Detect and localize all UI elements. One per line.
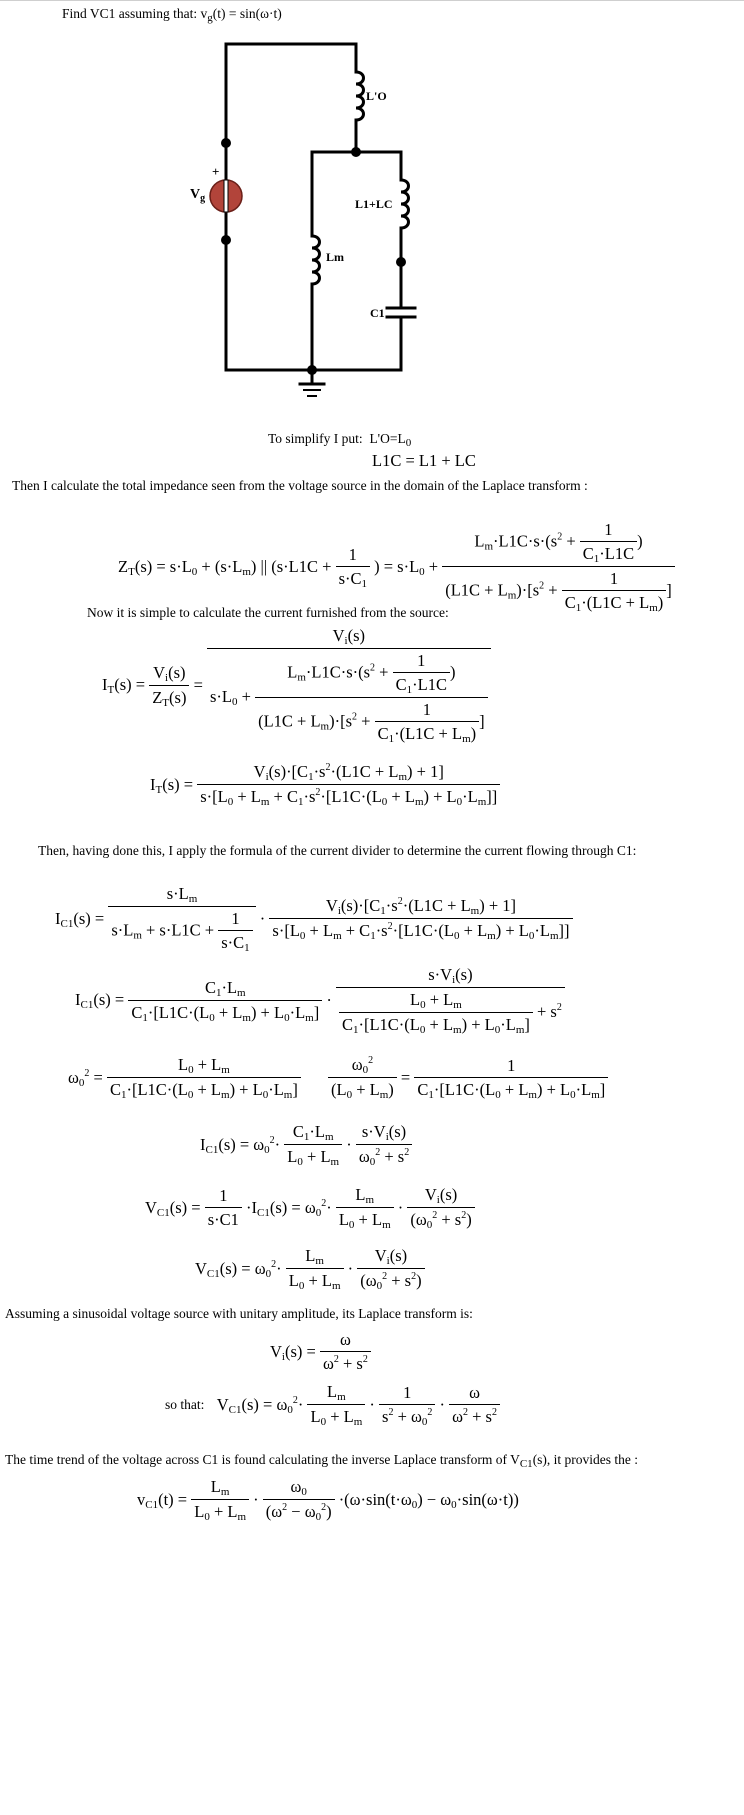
equation-ic1-1: $I_{C1}(s)$ = $s\cdot L_m$ $s\cdot L_m + s\cdot L1C$ + $\frac{1}{s\cdot C_1}$ · $\frac{V_i(s)\cdot[C_1\cdot s^2\cdot(L1C + L_m) + 1]}{s\cdot[L_0 + L_m + C_1\cdot s^2\cdot[L1C\cdot(L_0 + L_m) + L_0\cdot L_m]]}$ [55, 884, 573, 954]
paragraph-divider: Then, having done this, I apply the formula of the current divider to determine the current flowing through C1: [38, 843, 637, 858]
inductor-lm [312, 236, 320, 284]
circuit-diagram [150, 36, 470, 416]
equation-omega-def: $\omega_0^2$ = $\frac{L_0 + L_m}{C_1\cdot[L1C\cdot(L_0 + L_m) + L_0\cdot L_m]}$ [68, 1055, 301, 1101]
equation-impedance: $Z_T(s) = s\cdot L_0 + (s\cdot L_m)$ || (s·L1C + $\frac{1}{s\cdot C_1}$ ) = $s\cdot L_0$ + $L_m\cdot L1C\cdot s\cdot(s^2$ + $\frac{1}{C_1\cdot L1C}$ ) $(L1C + L_m)\cdot[s^2$ + $\frac{1}{C_1\cdot(L1C + L_m)}$ ] [118, 520, 675, 614]
label-l1lc: L1+LC [355, 197, 393, 211]
node-l1-c1 [396, 257, 406, 267]
intro-text: Find VC1 assuming that: [62, 6, 198, 21]
equation-vc1-1: $V_{C1}(s)$ = $\frac{1}{s\cdot C1}$ $\cdot I_{C1}(s) = \omega_0^2\cdot$ $\frac{L_m}{L_0 + L_m}$ · $\frac{V_i(s)}{(\omega_0^2 + s^2)}$ [145, 1185, 475, 1231]
top-border [0, 0, 744, 1]
simplify-line: To simplify I put: $L'O=L_0$ [268, 431, 412, 449]
equation-ic1-2: $I_{C1}(s)$ = $\frac{C_1\cdot L_m}{C_1\cdot[L1C\cdot(L_0 + L_m) + L_0\cdot L_m]}$ · $s\cdot V_i(s)$ $\frac{L_0 + L_m}{C_1\cdot[L1C\cdot(L_0 + L_m) + L_0\cdot L_m]}$ + $s^2$ [75, 965, 565, 1036]
equation-vc1-2: $V_{C1}(s) = \omega_0^2\cdot$ $\frac{L_m}{L_0 + L_m}$ · $\frac{V_i(s)}{(\omega_0^2 + s^2)}$ [195, 1246, 425, 1292]
label-plus: + [212, 164, 220, 179]
node-left-top [221, 138, 231, 148]
label-lm: Lm [326, 250, 344, 264]
equation-vi: $V_i(s)$ = $\frac{\omega}{\omega^2 + s^2}$ [270, 1330, 371, 1374]
paragraph-current: Now it is simple to calculate the current furnished from the source: [87, 605, 449, 620]
equation-current-2: $I_T(s)$ = $\frac{V_i(s)\cdot[C_1\cdot s^2\cdot(L1C + L_m) + 1]}{s\cdot[L_0 + L_m + C_1\cdot s^2\cdot[L1C\cdot(L_0 + L_m) + L_0\cdot L_m]]}$ [150, 762, 500, 808]
inductor-l1lc [401, 180, 409, 228]
equation-omega-ratio: $\frac{\omega_0^2}{(L_0 + L_m)}$ = $\frac{1}{C_1\cdot[L1C\cdot(L_0 + L_m) + L_0\cdot L_m]}$ [328, 1055, 608, 1101]
label-vg: $V_g$ [190, 187, 206, 204]
node-left-bottom [221, 235, 231, 245]
paragraph-time-trend: The time trend of the voltage across C1 is found calculating the inverse Laplace transform of $V_{C1}(s)$, it provides the : [5, 1452, 639, 1470]
source-bar [224, 180, 228, 212]
label-lo: L'O [366, 89, 387, 103]
node-middle [351, 147, 361, 157]
intro-line: Find VC1 assuming that: $v_g(t) = \sin(\omega\cdot t)$ [62, 6, 282, 24]
label-c1: C1 [370, 306, 385, 320]
equation-ic1-3: $I_{C1}(s) = \omega_0^2\cdot$ $\frac{C_1\cdot L_m}{L_0 + L_m}$ · $\frac{s\cdot V_i(s)}{\omega_0^2 + s^2}$ [200, 1122, 412, 1168]
equation-vc1-time: $v_{C1}(t)$ = $\frac{L_m}{L_0 + L_m}$ · $\frac{\omega_0}{(\omega^2 - \omega_0^2)}$ $\cdot(\omega\cdot\sin(t\cdot\omega_0) - \omega_0\cdot\sin(\omega\cdot t))$ [137, 1477, 519, 1523]
paragraph-impedance: Then I calculate the total impedance seen from the voltage source in the domain of the Laplace transform : [12, 478, 588, 493]
node-ground [307, 365, 317, 375]
inductor-lo [356, 72, 364, 120]
simplify-eq2: L1C = L1 + LC [372, 451, 476, 470]
equation-so-that: so that: $V_{C1}(s) = \omega_0^2\cdot$ $\frac{L_m}{L_0 + L_m}$ · $\frac{1}{s^2 + \omega_0^2}$ · $\frac{\omega}{\omega^2 + s^2}$ [165, 1382, 500, 1428]
paragraph-source: Assuming a sinusoidal voltage source with unitary amplitude, its Laplace transform is: [5, 1306, 473, 1321]
equation-current-1: $I_T(s)$ = $\frac{V_i(s)}{Z_T(s)}$ = $V_i(s)$ $s\cdot L_0$ + $L_m\cdot L1C\cdot s\cdot(s^2$ + $\frac{1}{C_1\cdot L1C}$ ) $(L1C + L_m)\cdot[s^2$ + $\frac{1}{C_1\cdot(L1C + L_m)}$ ] [102, 626, 491, 745]
